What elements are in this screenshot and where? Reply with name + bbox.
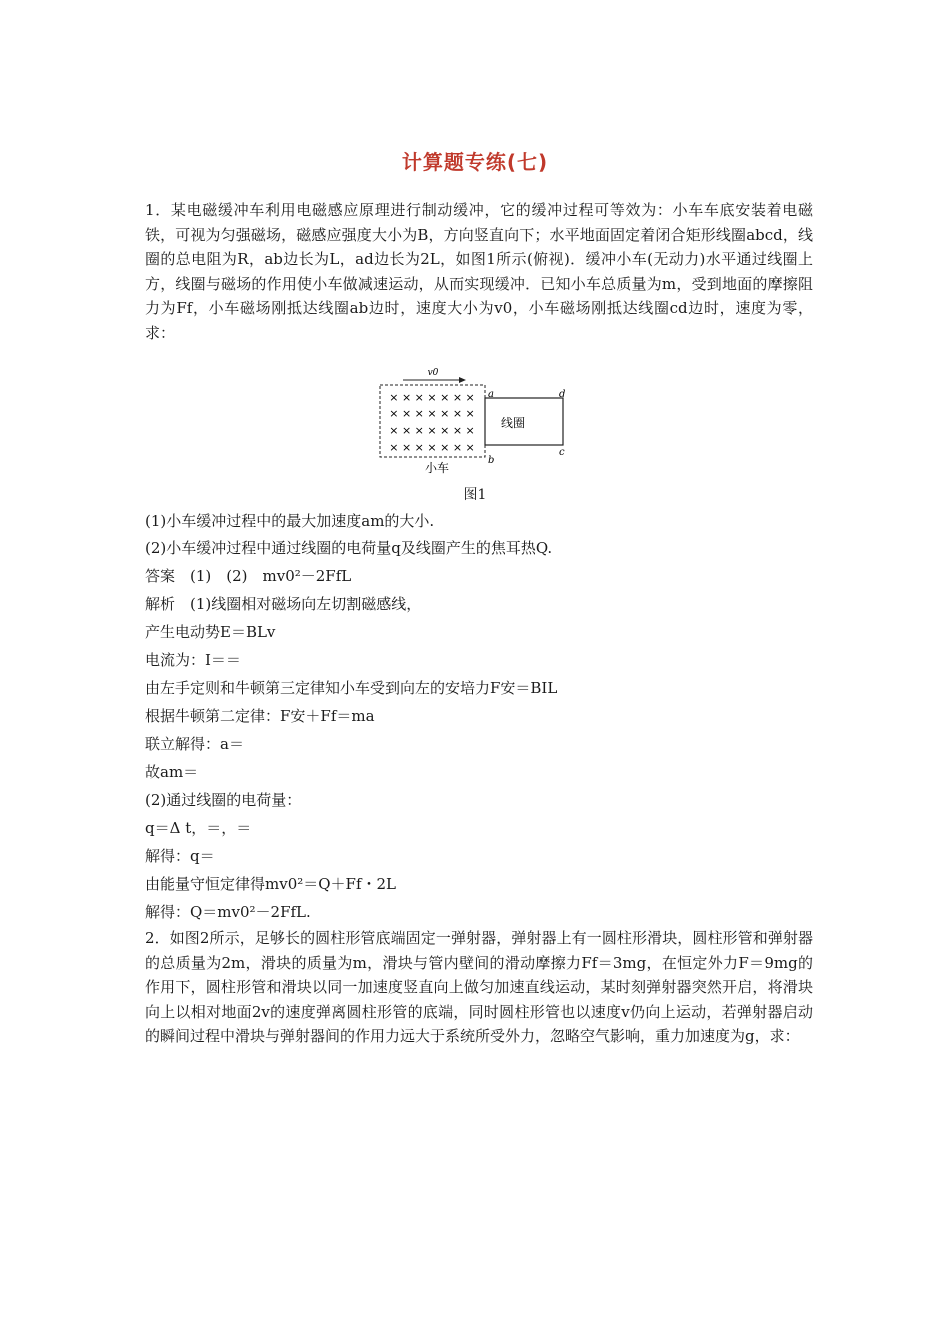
solution-line: 解得：q＝ [145, 847, 215, 865]
corner-b: b [488, 455, 495, 466]
solution-line: 由左手定则和牛顿第三定律知小车受到向左的安培力F安＝BIL [145, 679, 558, 697]
corner-d: d [559, 389, 566, 400]
solution-line: 解析 (1)线圈相对磁场向左切割磁感线， [145, 595, 422, 613]
solution-line: 产生电动势E＝BLv [145, 623, 276, 641]
solution-line: 解得：Q＝mv0²－2FfL. [145, 903, 311, 921]
solution-line: 故am＝ [145, 763, 199, 781]
corner-a: a [488, 389, 494, 400]
solution-line: q＝Δ t，＝，＝ [145, 819, 252, 837]
solution-line: 联立解得：a＝ [145, 735, 244, 753]
figure-1-diagram [375, 364, 575, 484]
velocity-label: v0 [427, 368, 439, 378]
field-row-1: × × × × × × × [389, 391, 475, 404]
problem-2-statement: 2．如图2所示，足够长的圆柱形管底端固定一弹射器，弹射器上有一圆柱形滑块，圆柱形管和弹射器的总质量为2m，滑块的质量为m，滑块与管内壁间的滑动摩擦力Ff＝3mg，在恒定外力F＝9mg的作用下，圆柱形管和滑块以同一加速度竖直向上做匀加速直线运动，某时刻弹射器突然开启，将滑块向上以相对地面2v的速度弹离圆柱形管的底端，同时圆柱形管也以速度v仍向上运动，若弹射器启动的瞬间过程中滑块与弹射器间的作用力远大于系统所受外力，忽略空气影响，重力加速度为g，求： [145, 929, 813, 1046]
figure-1-caption: 图1 [463, 487, 487, 503]
solution-line: 根据牛顿第二定律：F安＋Ff＝ma [145, 707, 375, 725]
solution-line: (2)通过线圈的电荷量： [145, 791, 302, 809]
page-title: 计算题专练(七) [401, 150, 549, 174]
solution-line: 由能量守恒定律得mv0²＝Q＋Ff・2L [145, 875, 397, 893]
answer-line: 答案 (1) (2) mv0²－2FfL [145, 567, 352, 585]
question-2: (2)小车缓冲过程中通过线圈的电荷量q及线圈产生的焦耳热Q. [145, 539, 553, 557]
field-row-3: × × × × × × × [389, 424, 475, 437]
velocity-arrowhead [459, 377, 466, 383]
problem-1-statement: 1．某电磁缓冲车利用电磁感应原理进行制动缓冲，它的缓冲过程可等效为：小车车底安装着电磁铁，可视为匀强磁场，磁感应强度大小为B，方向竖直向下；水平地面固定着闭合矩形线圈abcd，线圈的总电阻为R，ab边长为L，ad边长为2L，如图1所示(俯视)．缓冲小车(无动力)水平通过线圈上方，线圈与磁场的作用使小车做减速运动，从而实现缓冲．已知小车总质量为m，受到地面的摩擦阻力为Ff，小车磁场刚抵达线圈ab边时，速度大小为v0，小车磁场刚抵达线圈cd边时，速度为零，求： [145, 201, 813, 342]
field-row-4: × × × × × × × [389, 441, 475, 454]
coil-label: 线圈 [500, 416, 526, 430]
field-row-2: × × × × × × × [389, 407, 475, 420]
question-1: (1)小车缓冲过程中的最大加速度am的大小. [145, 512, 435, 530]
solution-line: 电流为：I＝＝ [145, 651, 241, 669]
car-label: 小车 [424, 461, 450, 475]
corner-c: c [559, 447, 565, 458]
